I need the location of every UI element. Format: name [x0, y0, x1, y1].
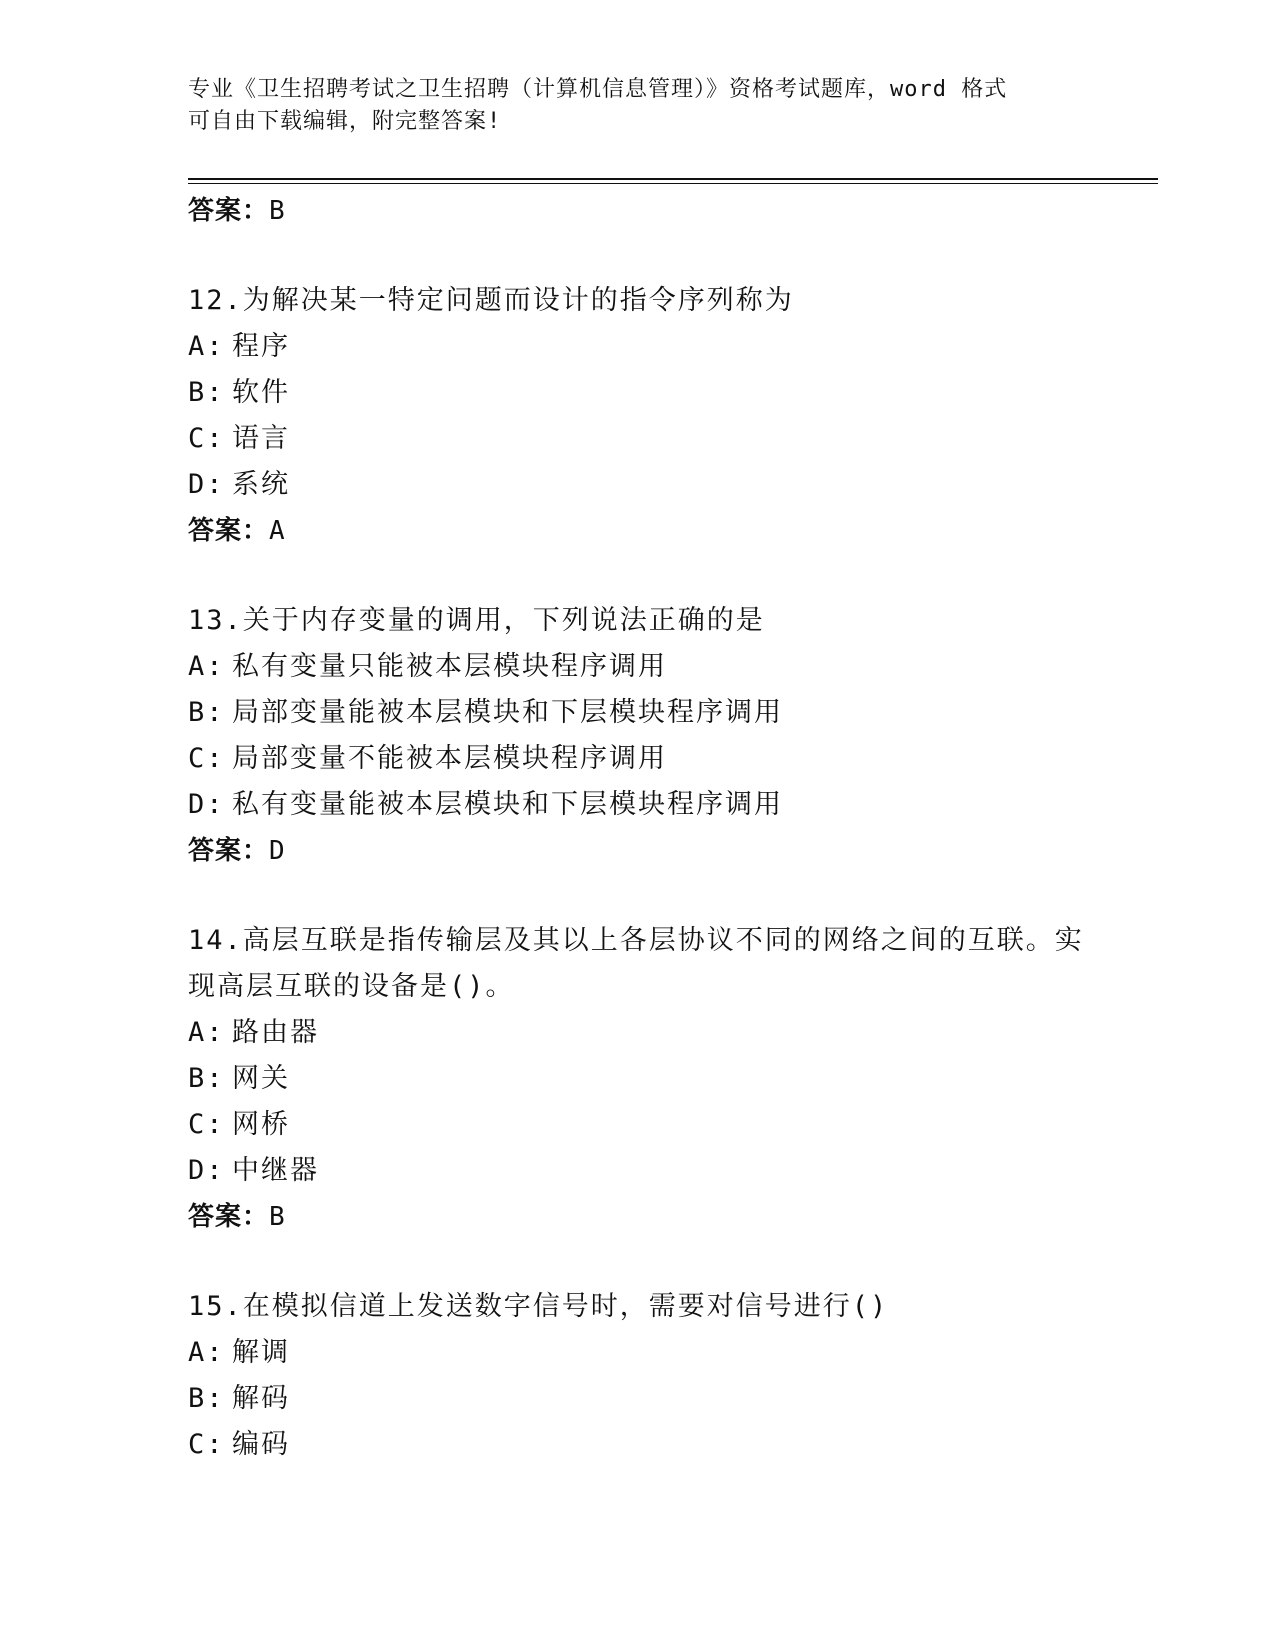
option-key: A: — [188, 1337, 225, 1368]
option-key: C: — [188, 743, 225, 774]
option-item — [188, 1148, 1088, 1194]
question-stem: 13.关于内存变量的调用，下列说法正确的是 — [188, 605, 765, 636]
spacer — [188, 1240, 1088, 1284]
answer-label: 答案： — [188, 196, 270, 226]
option-text: 网桥 — [232, 1109, 290, 1140]
option-key: D: — [188, 789, 225, 820]
option-key: B: — [188, 1063, 225, 1094]
answer-label: 答案： — [188, 516, 270, 546]
option-key: B: — [188, 697, 225, 728]
answer-label: 答案： — [188, 836, 270, 866]
header-line-2: 可自由下载编辑，附完整答案! — [188, 109, 502, 134]
answer-value: D — [269, 836, 286, 866]
option-item — [188, 1330, 1088, 1376]
option-item — [188, 1102, 1088, 1148]
option-item — [188, 1056, 1088, 1102]
option-key: C: — [188, 423, 225, 454]
option-key: B: — [188, 1383, 225, 1414]
answer-line — [188, 508, 1088, 554]
option-key: C: — [188, 1429, 225, 1460]
option-text: 私有变量能被本层模块和下层模块程序调用 — [232, 789, 783, 820]
spacer — [188, 234, 1088, 278]
answer-value: B — [269, 196, 286, 226]
option-text: 解调 — [232, 1337, 290, 1368]
option-text: 中继器 — [232, 1155, 319, 1186]
answer-line — [188, 188, 1088, 234]
answer-line — [188, 1194, 1088, 1240]
option-text: 程序 — [232, 331, 290, 362]
option-key: A: — [188, 331, 225, 362]
option-item — [188, 1376, 1088, 1422]
option-item — [188, 736, 1088, 782]
spacer — [188, 554, 1088, 598]
option-item — [188, 644, 1088, 690]
option-text: 局部变量不能被本层模块程序调用 — [232, 743, 667, 774]
option-key: D: — [188, 1155, 225, 1186]
option-text: 系统 — [232, 469, 290, 500]
question-stem: 14.高层互联是指传输层及其以上各层协议不同的网络之间的互联。实现高层互联的设备是()。 — [188, 925, 1084, 1002]
spacer — [188, 874, 1088, 918]
question-stem: 12.为解决某一特定问题而设计的指令序列称为 — [188, 285, 794, 316]
question-block — [188, 1284, 1088, 1468]
option-key: B: — [188, 377, 225, 408]
option-text: 路由器 — [232, 1017, 319, 1048]
option-text: 局部变量能被本层模块和下层模块程序调用 — [232, 697, 783, 728]
option-text: 编码 — [232, 1429, 290, 1460]
question-stem: 15.在模拟信道上发送数字信号时，需要对信号进行() — [188, 1291, 889, 1322]
header-line-1: 专业《卫生招聘考试之卫生招聘（计算机信息管理）》资格考试题库，word 格式 — [188, 77, 1008, 102]
option-key: C: — [188, 1109, 225, 1140]
option-item — [188, 690, 1088, 736]
option-text: 网关 — [232, 1063, 290, 1094]
option-item — [188, 782, 1088, 828]
option-item — [188, 324, 1088, 370]
header-divider-thin — [188, 183, 1158, 184]
question-block — [188, 598, 1088, 874]
option-item — [188, 1010, 1088, 1056]
document-body — [188, 188, 1088, 1468]
document-header — [188, 74, 1088, 138]
question-block — [188, 918, 1088, 1240]
option-key: A: — [188, 1017, 225, 1048]
answer-value: A — [269, 516, 286, 546]
option-text: 私有变量只能被本层模块程序调用 — [232, 651, 667, 682]
option-item — [188, 370, 1088, 416]
option-item — [188, 462, 1088, 508]
option-text: 解码 — [232, 1383, 290, 1414]
answer-label: 答案： — [188, 1202, 270, 1232]
option-key: D: — [188, 469, 225, 500]
answer-value: B — [269, 1202, 286, 1232]
option-item — [188, 416, 1088, 462]
header-divider — [188, 178, 1158, 180]
option-key: A: — [188, 651, 225, 682]
option-text: 语言 — [232, 423, 290, 454]
answer-line — [188, 828, 1088, 874]
question-block — [188, 278, 1088, 554]
option-text: 软件 — [232, 377, 290, 408]
option-item — [188, 1422, 1088, 1468]
